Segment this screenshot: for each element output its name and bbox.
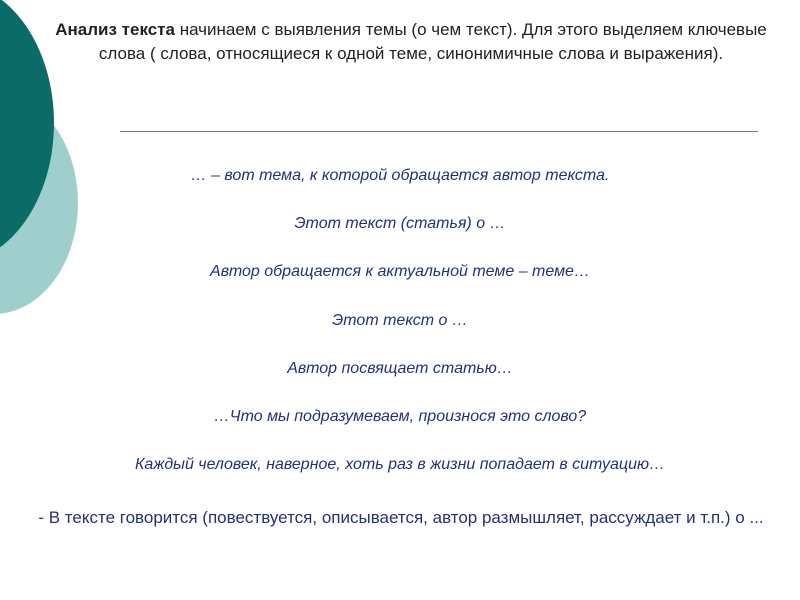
phrase-6: …Что мы подразумеваем, произнося это слово? [213,408,587,425]
divider-line [120,131,758,132]
phrase-2: Этот текст (статья) о … [294,215,506,232]
intro-text: начинаем с выявления темы (о чем текст). Для этого выделяем ключевые слова ( слова, относящиеся к одной теме, синонимичные слова и выражения). [98,20,767,63]
intro-lead: Анализ текста [55,20,175,39]
phrase-5: Автор посвящает статью… [287,360,513,377]
phrase-3: Автор обращается к актуальной теме – теме… [210,263,590,280]
phrase-1: … – вот тема, к которой обращается автор текста. [190,167,610,184]
phrase-7: Каждый человек, наверное, хоть раз в жизни попадает в ситуацию… [134,456,665,473]
intro-paragraph [30,18,792,66]
closing-paragraph: - В тексте говорится (повествуется, описывается, автор размышляет, рассуждает и т.п.) о ... [38,508,764,527]
phrase-4: Этот текст о … [332,312,468,329]
